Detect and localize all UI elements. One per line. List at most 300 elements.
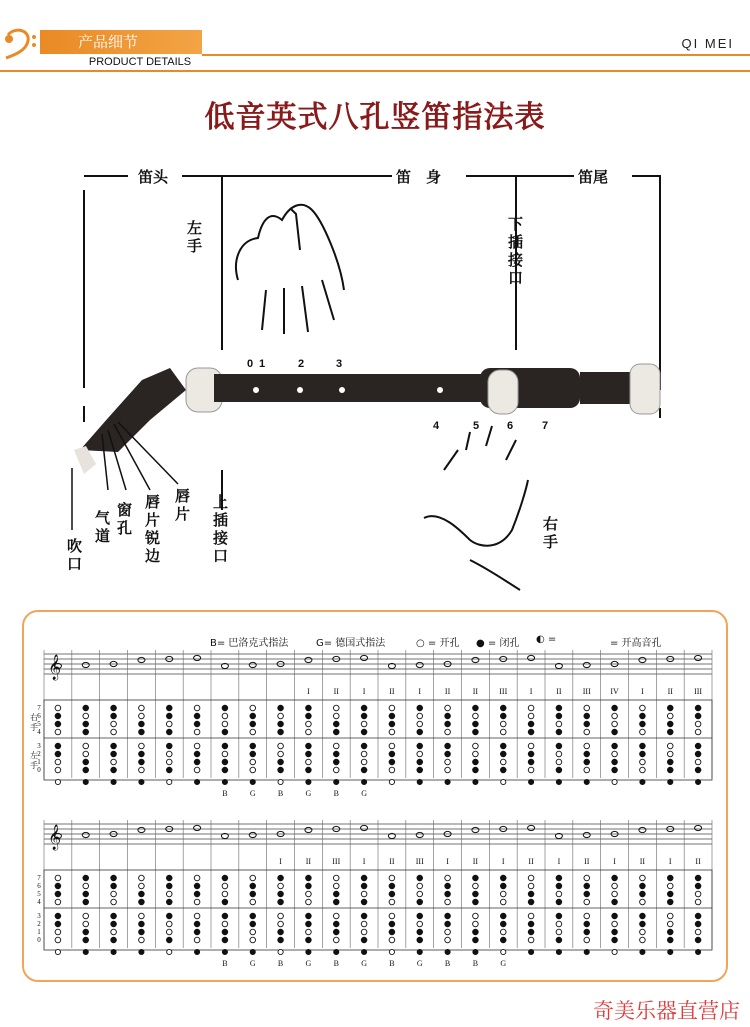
hole-dot [111, 883, 117, 889]
hole-dot [445, 899, 451, 905]
hole-number: 4 [433, 420, 440, 432]
hole-dot [640, 713, 646, 719]
hole-dot [306, 743, 312, 749]
hole-dot [667, 729, 673, 735]
hole-dot [306, 883, 312, 889]
hole-dot [473, 751, 479, 757]
hole-dot [667, 743, 673, 749]
roman-numeral: I [613, 857, 616, 866]
roman-numeral: I [362, 687, 366, 696]
legend-open: ○ = 开孔 [416, 638, 460, 649]
hole-dot [417, 899, 423, 905]
hole-dot [417, 759, 423, 765]
hole-dot [55, 721, 61, 727]
hole-dot [166, 743, 172, 749]
hole-dot [528, 921, 534, 927]
thumb-dot [278, 779, 283, 784]
note-head [695, 655, 702, 660]
hole-dot [194, 759, 200, 765]
thumb-dot [695, 779, 700, 784]
brand-name: QI MEI [681, 36, 734, 51]
hole-dot [445, 883, 451, 889]
hole-index: 1 [37, 758, 41, 766]
hole-dot [361, 713, 367, 719]
hole-dot [278, 891, 284, 897]
hole-dot [612, 767, 618, 773]
thumb-dot [501, 949, 506, 954]
hole-dot [500, 721, 506, 727]
hole-dot [111, 743, 117, 749]
hole-dot [473, 729, 479, 735]
thumb-dot [389, 949, 394, 954]
hole-dot [556, 921, 562, 927]
hole-dot [556, 937, 562, 943]
hole-dot [556, 883, 562, 889]
hole-number: 0 [247, 358, 254, 370]
hole-dot [612, 921, 618, 927]
hole-dot [250, 883, 256, 889]
hole-dot [667, 713, 673, 719]
note-head [583, 662, 590, 667]
hole-dot [473, 713, 479, 719]
hole-dot [640, 913, 646, 919]
hole-dot [139, 875, 145, 881]
fingering-style-label: G [500, 959, 507, 968]
thumb-dot [640, 779, 645, 784]
thumb-dot [473, 949, 478, 954]
hole-dot [528, 713, 534, 719]
hole-dot [528, 743, 534, 749]
hole-dot [250, 913, 256, 919]
hole-dot [445, 767, 451, 773]
note-head [249, 832, 256, 837]
hole-number: 3 [336, 358, 343, 370]
hole-dot [278, 767, 284, 773]
hole-dot [250, 729, 256, 735]
hole-dot [222, 913, 228, 919]
hole-dot [640, 891, 646, 897]
recorder-body [74, 364, 660, 474]
hole-dot [389, 913, 395, 919]
hole-number: 7 [542, 420, 549, 432]
hole-dot [473, 743, 479, 749]
roman-numeral: II [389, 857, 395, 866]
hole-dot [417, 891, 423, 897]
hole-dot [166, 721, 172, 727]
hole-dot [139, 883, 145, 889]
hole-dot [556, 743, 562, 749]
fingering-style-label: G [249, 789, 256, 798]
note-head [82, 832, 89, 837]
thumb-dot [167, 779, 172, 784]
hole-dot [500, 713, 506, 719]
hole-dot [389, 767, 395, 773]
hole-dot [528, 883, 534, 889]
note-head [361, 655, 368, 660]
hole-dot [194, 721, 200, 727]
hole-index: 2 [37, 920, 41, 928]
hole-dot [667, 759, 673, 765]
hole-dot [166, 899, 172, 905]
bass-clef-icon [0, 25, 40, 61]
right-hand-mark: 手 [30, 723, 38, 732]
hole-dot [111, 899, 117, 905]
note-head [416, 662, 423, 667]
roman-numeral: II [528, 857, 534, 866]
hole-dot [83, 899, 89, 905]
thumb-dot [139, 949, 144, 954]
hole-dot [333, 721, 339, 727]
hole-dot [500, 875, 506, 881]
hole-dot [306, 767, 312, 773]
hole-index: 6 [37, 712, 41, 720]
thumb-dot [222, 779, 227, 784]
legend-closed: ● = 闭孔 [476, 638, 520, 649]
hole-dot [640, 883, 646, 889]
hole-dot [83, 743, 89, 749]
hole-dot [306, 705, 312, 711]
hole-dot [640, 721, 646, 727]
hole-dot [556, 729, 562, 735]
hole-dot [500, 767, 506, 773]
hole-dot [139, 913, 145, 919]
hole-dot [584, 875, 590, 881]
roman-numeral: II [472, 687, 479, 696]
hole-dot [194, 891, 200, 897]
hole-number: 2 [298, 358, 305, 370]
hole-dot [222, 767, 228, 773]
hole-dot [55, 713, 61, 719]
note-head [528, 655, 535, 660]
hole-dot [222, 759, 228, 765]
hole-dot [278, 759, 284, 765]
hole-dot [278, 729, 284, 735]
roman-numeral: I [501, 857, 505, 866]
hole-dot [250, 743, 256, 749]
hole-dot [278, 899, 284, 905]
hole-dot [333, 921, 339, 927]
roman-numeral: III [582, 687, 591, 696]
hole-dot [612, 721, 618, 727]
hole-dot [695, 899, 701, 905]
treble-clef-icon: 𝄞 [48, 825, 62, 850]
hole-dot [166, 875, 172, 881]
hole-dot [584, 721, 590, 727]
roman-numeral: II [305, 857, 312, 866]
hole-dot [333, 937, 339, 943]
hole-dot [83, 937, 89, 943]
hole-dot [194, 883, 200, 889]
roman-numeral: III [499, 687, 508, 696]
hole-dot [389, 875, 395, 881]
roman-numeral: II [389, 687, 395, 696]
hole-dot [166, 921, 172, 927]
hole-dot [83, 705, 89, 711]
hole-dot [111, 759, 117, 765]
thumb-dot [361, 949, 366, 954]
hole-dot [473, 721, 479, 727]
hole-dot [389, 713, 395, 719]
hole-dot [667, 929, 673, 935]
hole-dot [194, 751, 200, 757]
hole-dot [166, 913, 172, 919]
hole-dot [445, 759, 451, 765]
thumb-dot [445, 949, 450, 954]
hole-dot [55, 921, 61, 927]
roman-numeral: III [415, 857, 424, 866]
thumb-dot [278, 949, 283, 954]
hole-dot [584, 929, 590, 935]
hole-dot [528, 767, 534, 773]
hole-dot [667, 937, 673, 943]
hole-dot [584, 767, 590, 773]
hole-dot [389, 705, 395, 711]
hole-dot [333, 759, 339, 765]
hole-dot [83, 767, 89, 773]
hole-dot [695, 937, 701, 943]
hole-dot [111, 767, 117, 773]
hole-dot [417, 883, 423, 889]
thumb-dot [584, 779, 589, 784]
hole-dot [445, 743, 451, 749]
hole-dot [361, 921, 367, 927]
roman-numeral: I [557, 857, 561, 866]
hole-dot [445, 891, 451, 897]
hole-dot [55, 891, 61, 897]
roman-numeral: II [584, 857, 590, 866]
hole-dot [194, 705, 200, 711]
hole-dot [306, 729, 312, 735]
hole-dot [473, 921, 479, 927]
hole-dot [111, 937, 117, 943]
thumb-dot [83, 779, 88, 784]
hole-dot [278, 937, 284, 943]
hole-dot [306, 913, 312, 919]
hole-dot [139, 751, 145, 757]
header-rule [202, 54, 750, 56]
hole-dot [194, 767, 200, 773]
fingering-style-label: B [277, 789, 284, 798]
hole-dot [83, 913, 89, 919]
hole-dot [361, 751, 367, 757]
hole-dot [250, 937, 256, 943]
hole-dot [222, 937, 228, 943]
hole-dot [222, 705, 228, 711]
hole-dot [584, 883, 590, 889]
note-head [194, 825, 201, 830]
hole-dot [640, 875, 646, 881]
hole-dot [473, 767, 479, 773]
hole-dot [445, 929, 451, 935]
hole-dot [250, 713, 256, 719]
hole-dot [612, 759, 618, 765]
hole-dot [250, 891, 256, 897]
hole-dot [612, 891, 618, 897]
thumb-dot [194, 779, 199, 784]
note-head [138, 657, 145, 662]
hole-dot [640, 929, 646, 935]
hole-dot [83, 891, 89, 897]
fingering-style-label: G [416, 959, 423, 968]
hole-dot [55, 913, 61, 919]
roman-numeral: I [307, 687, 310, 696]
roman-numeral: I [362, 857, 366, 866]
roman-numeral: III [694, 687, 703, 696]
hole-dot [250, 759, 256, 765]
hole-dot [612, 705, 618, 711]
hole-dot [528, 751, 534, 757]
fingering-style-label: B [333, 959, 339, 968]
hole-dot [306, 899, 312, 905]
hole-dot [194, 899, 200, 905]
hole-dot [250, 921, 256, 927]
hole-dot [333, 929, 339, 935]
hole-dot [640, 937, 646, 943]
hole-dot [111, 913, 117, 919]
hole-dot [278, 713, 284, 719]
hole-dot [306, 891, 312, 897]
store-footer: 奇美乐器直营店 [593, 999, 740, 1023]
hole-dot [695, 705, 701, 711]
hole-dot [584, 743, 590, 749]
hole-dot [473, 913, 479, 919]
hole-dot [194, 729, 200, 735]
hole-dot [389, 891, 395, 897]
thumb-dot [334, 949, 339, 954]
hole-dot [55, 705, 61, 711]
hole-dot [473, 883, 479, 889]
hole-dot [528, 899, 534, 905]
hole-dot [361, 899, 367, 905]
hole-dot [667, 767, 673, 773]
hole-dot [166, 767, 172, 773]
hole-dot [333, 751, 339, 757]
note-head [249, 662, 256, 667]
hole-dot [445, 721, 451, 727]
thumb-dot [194, 949, 199, 954]
hole-dot [278, 929, 284, 935]
note-head [695, 825, 702, 830]
hole-dot [333, 729, 339, 735]
hole-dot [194, 713, 200, 719]
hole-dot [667, 899, 673, 905]
hole-dot [640, 751, 646, 757]
hole-dot [306, 929, 312, 935]
hole-dot [556, 767, 562, 773]
hole-dot [500, 883, 506, 889]
hole-dot [333, 913, 339, 919]
hole-dot [612, 751, 618, 757]
fingering-style-label: B [444, 959, 451, 968]
hole-number: 5 [473, 420, 480, 432]
hole-dot [361, 721, 367, 727]
hole-dot [166, 713, 172, 719]
hole-dot [667, 913, 673, 919]
roman-numeral: II [639, 857, 646, 866]
thumb-dot [250, 949, 255, 954]
hole-dot [500, 899, 506, 905]
thumb-dot [417, 949, 422, 954]
hole-dot [111, 713, 117, 719]
hole-dot [55, 743, 61, 749]
hole-dot [612, 729, 618, 735]
fingering-style-label: B [222, 789, 228, 798]
hole-dot [556, 899, 562, 905]
hole-dot [306, 875, 312, 881]
thumb-dot [306, 779, 311, 784]
hole-dot [667, 705, 673, 711]
hole-dot [139, 759, 145, 765]
hole-dot [389, 883, 395, 889]
hole-dot [528, 759, 534, 765]
hole-dot [473, 705, 479, 711]
hole-dot [584, 759, 590, 765]
hole-dot [250, 705, 256, 711]
note-head [138, 827, 145, 832]
note-head [305, 657, 312, 662]
hole-dot [612, 899, 618, 905]
thumb-dot [501, 779, 506, 784]
hole-dot [139, 929, 145, 935]
hole-dot [640, 899, 646, 905]
hole-dot [139, 721, 145, 727]
thumb-dot [361, 779, 366, 784]
thumb-dot [556, 949, 561, 954]
hole-dot [55, 751, 61, 757]
hole-dot [333, 883, 339, 889]
hole-dot [306, 751, 312, 757]
hole-dot [306, 759, 312, 765]
lower-joint-label: 下插接口 [506, 216, 524, 288]
part-windway: 气道 [93, 510, 111, 546]
hole-dot [389, 937, 395, 943]
treble-clef-icon: 𝄞 [48, 655, 62, 680]
hole-dot [333, 875, 339, 881]
hole-dot [667, 891, 673, 897]
hole-dot [417, 751, 423, 757]
hole-dot [55, 899, 61, 905]
hole-dot [83, 929, 89, 935]
legend-half: ◐ = [536, 634, 557, 645]
hole-dot [500, 705, 506, 711]
hole-dot [417, 937, 423, 943]
hole-dot [166, 705, 172, 711]
hole-dot [278, 913, 284, 919]
hole-dot [111, 921, 117, 927]
hole-dot [417, 921, 423, 927]
hole-dot [361, 759, 367, 765]
page-title: 低音英式八孔竖笛指法表 [204, 100, 546, 135]
hole-dot [222, 883, 228, 889]
left-hand-mark: 左 [30, 751, 38, 760]
thumb-dot [640, 949, 645, 954]
hole-dot [695, 721, 701, 727]
thumb-dot [584, 949, 589, 954]
hole-dot [417, 767, 423, 773]
fingering-style-label: G [249, 959, 256, 968]
hole-dot [83, 721, 89, 727]
hole-dot [528, 729, 534, 735]
thumb-dot [528, 779, 533, 784]
hole-dot [667, 751, 673, 757]
fingering-style-label: G [305, 789, 312, 798]
hole-dot [166, 751, 172, 757]
left-hand-mark: 手 [30, 761, 38, 770]
hole-dot [528, 913, 534, 919]
hole-number: 1 [259, 358, 266, 370]
hole-dot [194, 743, 200, 749]
thumb-dot [473, 779, 478, 784]
